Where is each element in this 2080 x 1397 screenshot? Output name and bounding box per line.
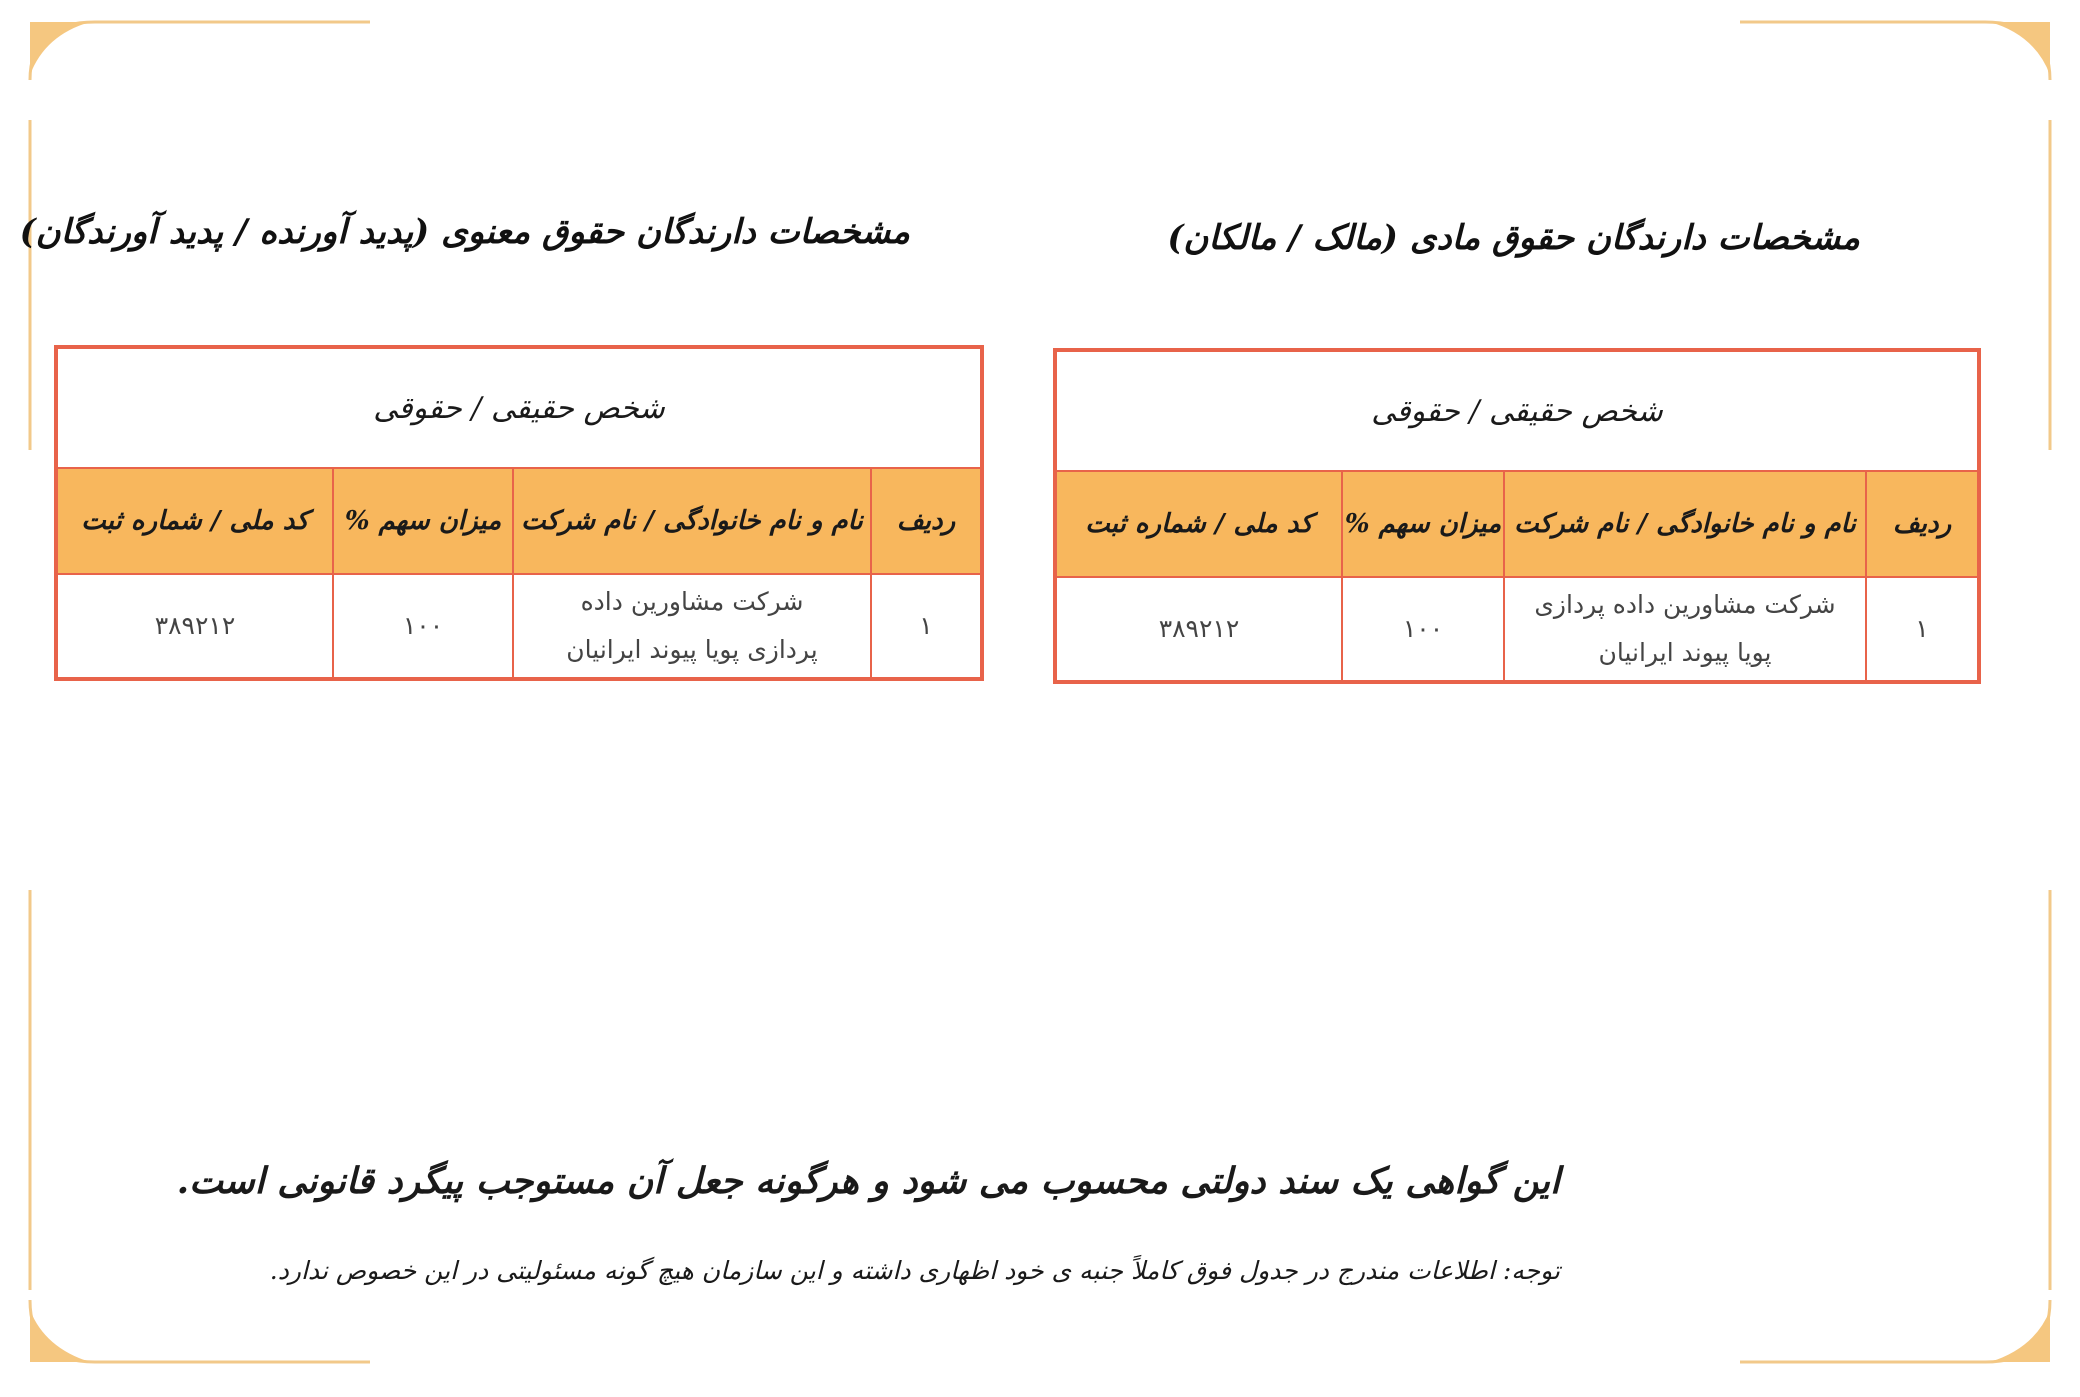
header-share: میزان سهم %	[333, 468, 513, 574]
cell-id: ۳۸۹۲۱۲	[56, 574, 333, 679]
disclaimer-note: توجه: اطلاعات مندرج در جدول فوق کاملاً جنبه ی خود اظهاری داشته و این سازمان هیچ گونه مسئولیتی در این خصوص ندارد.	[269, 1256, 1560, 1285]
moral-rights-table	[54, 345, 984, 681]
legal-notice: این گواهی یک سند دولتی محسوب می شود و هرگونه جعل آن مستوجب پیگرد قانونی است.	[176, 1160, 1560, 1202]
material-rights-table	[1053, 348, 1981, 684]
cell-share: ۱۰۰	[333, 574, 513, 679]
corner-ornament-bl	[30, 1310, 90, 1362]
cell-name-line2: پردازی پویا پیوند ایرانیان	[566, 635, 818, 664]
cell-share: ۱۰۰	[1342, 577, 1504, 682]
table-header-row	[1055, 471, 1979, 577]
header-name: نام و نام خانوادگی / نام شرکت	[513, 468, 871, 574]
header-index: ردیف	[1866, 471, 1979, 577]
cell-name-line1: شرکت مشاورین داده	[580, 587, 804, 616]
cell-name	[1504, 577, 1866, 682]
person-type-cell: شخص حقیقی / حقوقی	[56, 347, 982, 468]
cell-index: ۱	[1866, 577, 1979, 682]
header-index: ردیف	[871, 468, 982, 574]
cell-name-line1: شرکت مشاورین داده پردازی	[1534, 590, 1836, 619]
cell-name	[513, 574, 871, 679]
table-header-row	[56, 468, 982, 574]
corner-ornament-br	[1990, 1310, 2050, 1362]
table-row	[1055, 577, 1979, 682]
corner-ornament-tr	[1990, 22, 2050, 75]
header-id: کد ملی / شماره ثبت	[56, 468, 333, 574]
header-name: نام و نام خانوادگی / نام شرکت	[1504, 471, 1866, 577]
table-row	[56, 574, 982, 679]
cell-index: ۱	[871, 574, 982, 679]
cell-name-line2: پویا پیوند ایرانیان	[1598, 638, 1772, 667]
corner-ornament-tl	[30, 22, 90, 75]
header-share: میزان سهم %	[1342, 471, 1504, 577]
moral-rights-title: مشخصات دارندگان حقوق معنوی (پدید آورنده / پدید آورندگان)	[19, 212, 910, 252]
header-id: کد ملی / شماره ثبت	[1055, 471, 1342, 577]
material-rights-title: مشخصات دارندگان حقوق مادی (مالک / مالکان)	[1167, 218, 1860, 258]
person-type-cell: شخص حقیقی / حقوقی	[1055, 350, 1979, 471]
cell-id: ۳۸۹۲۱۲	[1055, 577, 1342, 682]
